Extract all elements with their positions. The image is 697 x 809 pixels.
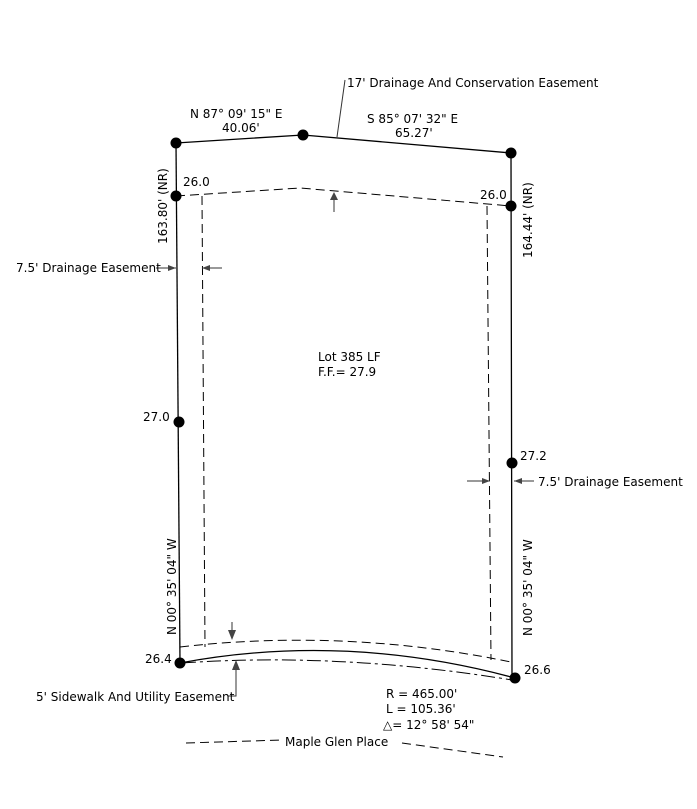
top-right-distance: 65.27' [395,126,433,140]
marker-top-mid-corner [298,130,309,141]
right-easement-arrow-in [482,478,490,484]
elevation-top-right: 26.0 [480,188,507,202]
lot-name: Lot 385 LF [318,350,381,364]
marker-upper-left [171,191,182,202]
marker-bottom-left [175,658,186,669]
left-drainage-easement-line [202,196,205,647]
street-centerline-right [402,743,503,757]
curve-delta: △= 12° 58' 54" [383,718,475,732]
elevation-right-mid: 27.2 [520,449,547,463]
elevation-bottom-right: 26.6 [524,663,551,677]
top-left-bearing: N 87° 09' 15" E [190,107,283,121]
marker-top-right-corner [506,148,517,159]
marker-left-mid [174,417,185,428]
elevation-left-mid: 27.0 [143,410,170,424]
left-bearing: N 00° 35' 04" W [165,538,179,635]
curve-length: L = 105.36' [386,702,456,716]
front-easement-arrowhead [228,630,236,640]
marker-right-mid [507,458,518,469]
lot-boundary [176,135,512,678]
marker-bottom-right [510,673,521,684]
elevation-bottom-left: 26.4 [145,652,172,666]
marker-top-left-corner [171,138,182,149]
left-easement-arrow-in [202,265,210,271]
top-right-bearing: S 85° 07' 32" E [367,112,459,126]
conservation-leader [337,80,345,137]
right-side-distance: 164.44' (NR) [521,182,535,258]
right-drainage-easement-line [487,206,491,660]
conservation-arrowhead [330,192,338,200]
marker-upper-right [506,201,517,212]
left-drainage-easement-label: 7.5' Drainage Easement [16,261,161,275]
street-centerline-left [186,740,282,743]
conservation-easement-line [176,188,511,206]
corner-markers [171,130,521,684]
street-curve-line [182,660,512,680]
sidewalk-easement-label: 5' Sidewalk And Utility Easement [36,690,235,704]
left-side-distance: 163.80' (NR) [156,168,170,244]
curve-radius: R = 465.00' [386,687,458,701]
finished-floor-elevation: F.F.= 27.9 [318,365,377,379]
right-drainage-easement-label: 7.5' Drainage Easement [538,475,683,489]
street-name: Maple Glen Place [285,735,389,749]
elevation-top-left: 26.0 [183,175,210,189]
right-bearing: N 00° 35' 04" W [521,539,535,636]
lot-boundary-front-curve [180,651,515,678]
right-easement-arrow-out [514,478,522,484]
conservation-easement-label: 17' Drainage And Conservation Easement [347,76,599,90]
top-left-distance: 40.06' [222,121,260,135]
sidewalk-arrowhead [232,660,240,670]
left-easement-arrow-out [168,265,176,271]
